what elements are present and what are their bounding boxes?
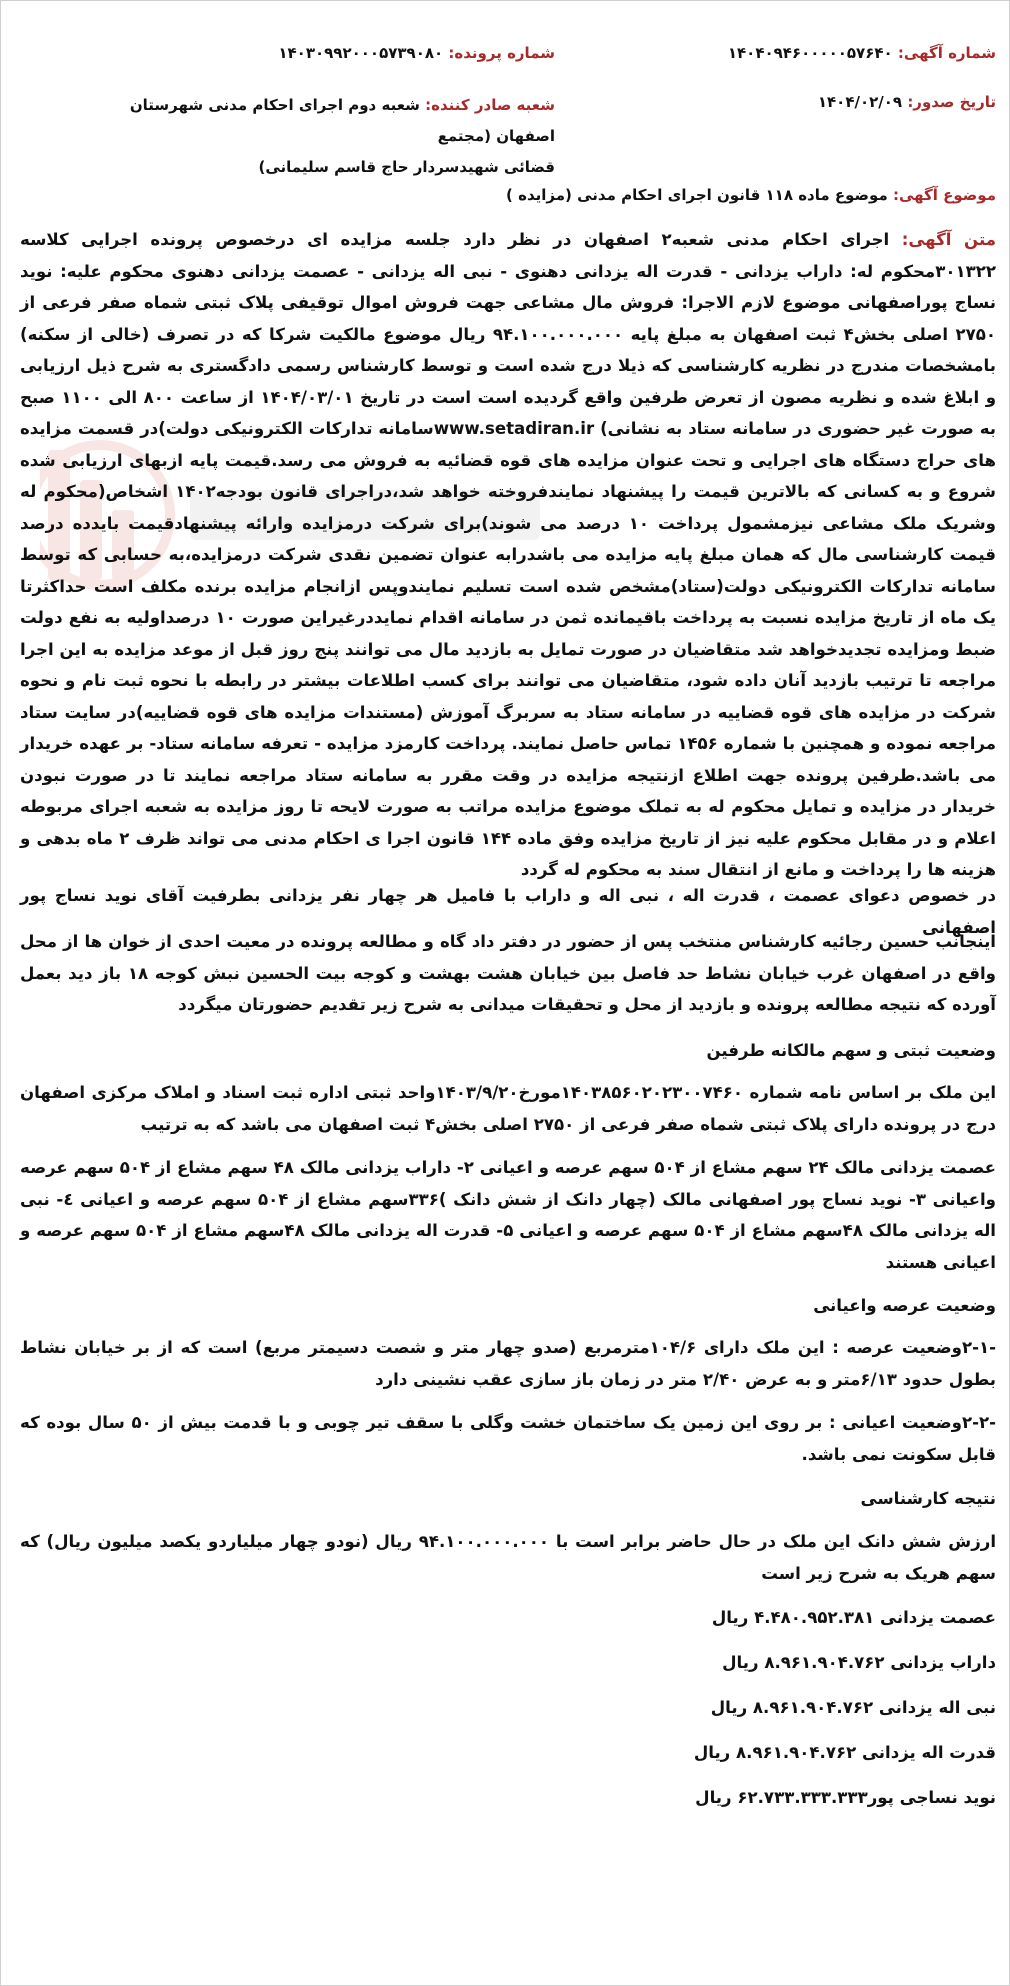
notice-number-field [728,44,996,62]
share-line: نبی اله یزدانی ۸.۹۶۱.۹۰۴.۷۶۲ ریال [710,1698,996,1717]
expert-intro-paragraph: اینجانب حسین رجائیه کارشناس منتخب پس از حضور در دفتر داد گاه و مطالعه پرونده در معیت احدی از خوان ها از محل واقع در اصفهان غرب خیابان نشاط حد فاصل بین خیابان هشت بهشت و کوجه بیت الحسین نبش کوجه ۱۸ باز دید بعمل آورده که نتیجه مطالعه پرونده و بازدید از محل و تحقیقات میدانی به شرح زیر تقدیم حضورتان میگردد [20,932,996,1014]
issue-date-value: ۱۴۰۴/۰۲/۰۹ [817,93,903,111]
notice-text-label: متن آگهی: [901,230,996,249]
expert-result-heading: نتیجه کارشناسی [860,1489,996,1508]
subject-label: موضوع آگهی: [892,186,996,204]
lawsuit-paragraph: در خصوص دعوای عصمت ، قدرت اله ، نبی اله و داراب با فامیل هر چهار نفر یزدانی بطرفیت آقای نوید نساج پور اصفهانی [20,886,996,937]
notice-body-paragraph [20,224,996,886]
notice-body-text: اجرای احکام مدنی شعبه۲ اصفهان در نظر دارد جلسه مزایده ای درخصوص پرونده اجرایی کلاسه ۳۰۱۳۲۲محکوم له: داراب یزدانی - قدرت اله یزدانی دهنوی - نبی اله یزدانی - عصمت یزدانی دهنوی محکوم علیه: نوید نساج پوراصفهانی موضوع لازم الاجرا: فروش مال مشاعی جهت فروش اموال توقیفی پلاک ثبتی شماه صفر فرعی از ۲۷۵۰ اصلی بخش۴ ثبت اصفهان به مبلغ پایه ۹۴.۱۰۰.۰۰۰.۰۰۰ ریال موضوع مالکیت شرکا که در تصرف (خالی از سکنه) بامشخصات مندرج در نظریه کارشناسی که ذیلا درج شده است و توسط کارشناس رسمی دادگستری به شرح ذیل ارزیابی و ابلاغ شده و نظریه مصون از تعرض طرفین واقع گردیده است است در تاریخ ۱۴۰۴/۰۳/۰۱ از ساعت ۸۰۰ الی ۱۱۰۰ صبح به صورت غیر حضوری در سامانه ستاد به نشانی) www.setadiran.irسامانه تدارکات الکترونیکی دولت)در قسمت مزایده های حراج دستگاه های اجرایی و تحت عنوان مزایده های قوه قضائیه به فروش می رسد.قیمت پایه ازبهای ارزیابی شده شروع و به کسانی که بالاترین قیمت را پیشنهاد نمایندفروخته خواهد شد،دراجرای قانون بودجه۱۴۰۲ اشخاص(محکوم له وشریک ملک مشاعی نیزمشمول پرداخت ۱۰ درصد می شوند)برای شرکت درمزایده وارائه پیشنهادقیمت بایدده درصد قیمت کارشناسی مال که همان مبلغ پایه مزایده می باشدرابه عنوان تضمین نقدی شرکت درمزایده،به حسابی که توسط سامانه تدارکات الکترونیکی دولت(ستاد)مشخص شده است تسلیم نمایندوپس ازانجام مزایده برنده مکلف است حداکثرتا یک ماه از تاریخ مزایده نسبت به پرداخت باقیمانده ثمن در سامانه اقدام نمایددرغیراین صورت ۱۰ درصداولیه به نفع دولت ضبط ومزایده تجدیدخواهد شد متقاضیان در صورت تمایل به بازدید مال می توانند پنج روز قبل از موعد مزایده به این اجرا مراجعه تا ترتیب بازدید آنان داده شود، متقاضیان می توانند برای کسب اطلاعات بیشتر در رابطه با نحوه ثبت نام و نحوه شرکت در مزایده های قوه قضاییه در سامانه ستاد به سربرگ آموزش (مستندات مزایده های قوه قضاییه)در سایت ستاد مراجعه نموده و همچنین با شماره ۱۴۵۶ تماس حاصل نمایند. پرداخت کارمزد مزایده - تعرفه سامانه ستاد- بر عهده خریدار می باشد.طرفین پرونده جهت اطلاع ازنتیجه مزایده در وقت مقرر به سامانه ستاد مراجعه نمایند تا در صورت نبودن خریدار در مزایده و تمایل محکوم له به تملک موضوع مزایده مراتب به صورت لایحه تا روز مزایده به شعبه اجرای مربوطه اعلام و در مقابل محکوم علیه نیز از تاریخ مزایده وفق ماده ۱۴۴ قانون اجرا ی احکام مدنی می تواند ظرف ۲ ماه بدهی و هزینه ها را پرداخت و مانع از انتقال سند به محکوم له گردد [20,230,997,879]
land-status-paragraph: -۲-۱وضعیت عرصه : این ملک دارای ۱۰۴/۶مترمربع (صدو چهار متر و شصت دسیمتر مربع) است که از بر خیابان نشاط بطول حدود ۶/۱۳متر و به عرض ۲/۴۰ متر در زمان باز سازی عقب نشینی دارد [20,1338,996,1389]
branch-line2: قضائی شهیدسردار حاج قاسم سلیمانی) [258,158,555,176]
ownership-shares-paragraph: عصمت یزدانی مالک ۲۴ سهم مشاع از ۵۰۴ سهم عرصه و اعیانی ۲- داراب یزدانی مالک ۴۸ سهم مشاع از ۵۰۴ سهم عرصه واعیانی ۳- نوید نساج پور اصفهانی مالک (چهار دانک از شش دانک )۳۳۶سهم مشاع از ۵۰۴ سهم عرصه و اعیانی ٤- نبی اله یزدانی مالک ۴۸سهم مشاع از ۵۰۴ سهم عرصه و اعیانی ۵- قدرت اله یزدانی مالک ۴۸سهم مشاع از ۵۰۴ سهم عرصه و اعیانی هستند [20,1158,996,1272]
share-line: داراب یزدانی ۸.۹۶۱.۹۰۴.۷۶۲ ریال [722,1653,996,1672]
registration-paragraph: این ملک بر اساس نامه شماره ۱۴۰۳۸۵۶۰۲۰۲۳۰۰۷۴۶۰مورخ۱۴۰۳/۹/۲۰واحد ثبتی اداره ثبت اسناد و املاک مرکزی اصفهان درج در پرونده دارای پلاک ثبتی شماه صفر فرعی از ۲۷۵۰ اصلی بخش۴ ثبت اصفهان می باشد که به ترتیب [20,1083,997,1134]
share-line: نوید نساجی پور۶۲.۷۳۳.۳۳۳.۳۳۳ ریال [695,1788,996,1807]
building-status-paragraph: -۲-۲وضعیت اعیانی : بر روی این زمین یک ساختمان خشت وگلی با سقف تیر چوبی و با قدمت بیش از ۵۰ سال بوده که قابل سکونت نمی باشد. [20,1413,997,1464]
branch-label: شعبه صادر کننده: [425,96,555,114]
issue-date-field [818,93,996,111]
land-building-heading: وضعیت عرصه واعیانی [813,1296,996,1315]
registration-heading: وضعیت ثبتی و سهم مالکانه طرفین [706,1041,996,1060]
case-number-value: ۱۴۰۳۰۹۹۲۰۰۰۵۷۳۹۰۸۰ [278,44,444,62]
subject-field [506,186,996,204]
notice-number-value: ۱۴۰۴۰۹۴۶۰۰۰۰۰۵۷۶۴۰ [727,44,893,62]
share-line: قدرت اله یزدانی ۸.۹۶۱.۹۰۴.۷۶۲ ریال [693,1743,996,1762]
issue-date-label: تاریخ صدور: [907,93,996,111]
notice-number-label: شماره آگهی: [897,44,996,62]
branch-field [95,90,555,183]
subject-value: موضوع ماده ۱۱۸ قانون اجرای احکام مدنی (مزایده ) [506,186,888,204]
case-number-field [278,44,555,62]
branch-line1: شعبه دوم اجرای احکام مدنی شهرستان اصفهان (مجتمع [129,96,555,145]
case-number-label: شماره پرونده: [448,44,555,62]
share-line: عصمت یزدانی ۴.۴۸۰.۹۵۲.۳۸۱ ریال [711,1608,996,1627]
valuation-paragraph: ارزش شش دانک این ملک در حال حاضر برابر است با ۹۴.۱۰۰.۰۰۰.۰۰۰ ریال (نودو چهار میلیاردو یکصد میلیون ریال) که سهم هریک به شرح زیر است [20,1532,997,1583]
